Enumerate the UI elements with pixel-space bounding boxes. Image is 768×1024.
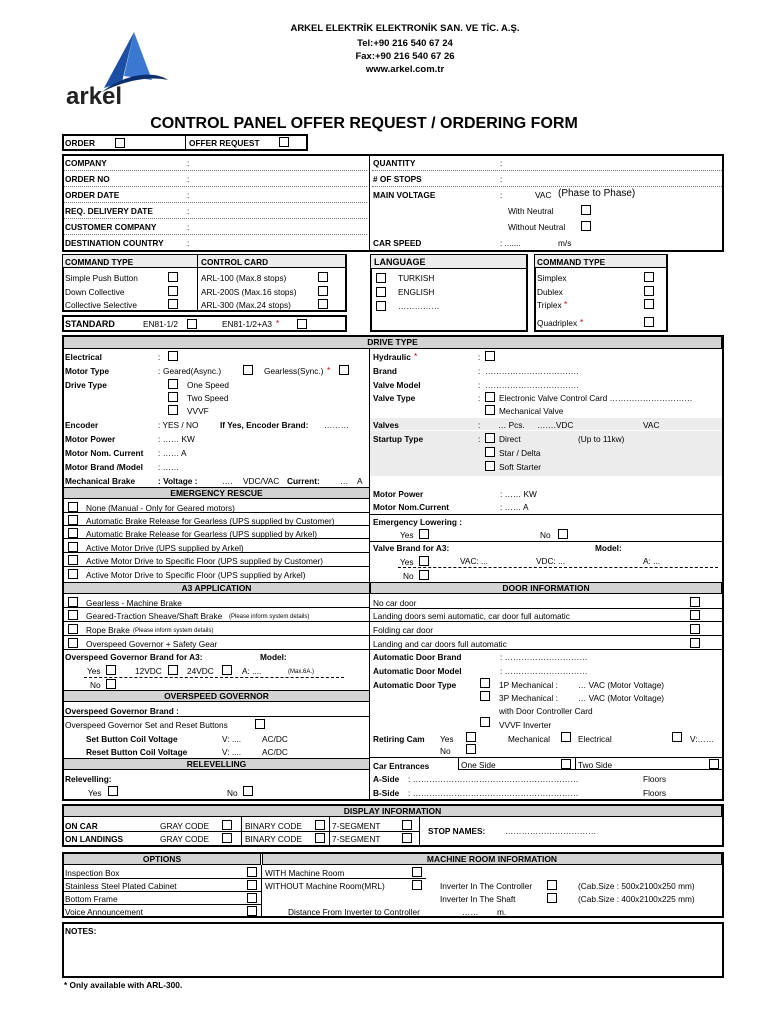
active-motor-drive-checkbox[interactable] xyxy=(68,542,78,552)
drive-type-header: DRIVE TYPE xyxy=(63,336,722,349)
vvvf-checkbox[interactable] xyxy=(168,405,178,415)
destination-country-label: DESTINATION COUNTRY xyxy=(65,238,164,248)
star-delta-checkbox[interactable] xyxy=(485,447,495,457)
machine-room-header: MACHINE ROOM INFORMATION xyxy=(262,853,722,865)
folding-door-checkbox[interactable] xyxy=(690,624,700,634)
relevelling-header: RELEVELLING xyxy=(63,758,370,770)
main-block xyxy=(62,335,724,801)
arkel-logo xyxy=(64,30,204,108)
one-speed-checkbox[interactable] xyxy=(168,379,178,389)
notes-label: NOTES: xyxy=(65,926,97,936)
company-web: www.arkel.com.tr xyxy=(365,64,445,75)
without-neutral-checkbox[interactable] xyxy=(581,221,591,231)
inverter-shaft-checkbox[interactable] xyxy=(547,893,557,903)
with-machine-room-checkbox[interactable] xyxy=(412,867,422,877)
no-car-door-checkbox[interactable] xyxy=(690,597,700,607)
company-name: ARKEL ELEKTRİK ELEKTRONİK SAN. VE TİC. A.Ş. xyxy=(290,23,520,34)
a3-valve-yes-checkbox[interactable] xyxy=(419,556,429,566)
down-collective-checkbox[interactable] xyxy=(168,286,178,296)
landing-7segment-checkbox[interactable] xyxy=(402,833,412,843)
12vdc-checkbox[interactable] xyxy=(168,665,178,675)
semi-automatic-door-checkbox[interactable] xyxy=(690,610,700,620)
gearless-checkbox[interactable] xyxy=(339,365,349,375)
arl-200s-checkbox[interactable] xyxy=(318,286,328,296)
door-information-header: DOOR INFORMATION xyxy=(370,582,722,594)
none-manual-checkbox[interactable] xyxy=(68,502,78,512)
a3-gov-no-checkbox[interactable] xyxy=(106,679,116,689)
24vdc-checkbox[interactable] xyxy=(222,665,232,675)
landing-gray-code-checkbox[interactable] xyxy=(222,833,232,843)
svg-text:arkel: arkel xyxy=(66,83,123,108)
electrical-checkbox[interactable] xyxy=(168,351,178,361)
simple-push-button-checkbox[interactable] xyxy=(168,272,178,282)
main-voltage-label: MAIN VOLTAGE xyxy=(373,190,436,200)
arl-300-checkbox[interactable] xyxy=(318,299,328,309)
emergency-rescue-header: EMERGENCY RESCUE xyxy=(63,487,370,499)
without-machine-room-checkbox[interactable] xyxy=(412,880,422,890)
arl-100-checkbox[interactable] xyxy=(318,272,328,282)
direct-start-checkbox[interactable] xyxy=(485,433,495,443)
quadriplex-checkbox[interactable] xyxy=(644,317,654,327)
control-card-title: CONTROL CARD xyxy=(201,257,269,267)
voice-announcement-checkbox[interactable] xyxy=(247,906,257,916)
order-no-label: ORDER NO xyxy=(65,174,110,184)
specific-floor-customer-checkbox[interactable] xyxy=(68,555,78,565)
language-title: LANGUAGE xyxy=(374,257,426,267)
mechanical-valve-checkbox[interactable] xyxy=(485,405,495,415)
delivery-date-label: REQ. DELIVERY DATE xyxy=(65,206,153,216)
en81-a3-checkbox[interactable] xyxy=(297,319,307,329)
collective-selective-checkbox[interactable] xyxy=(168,299,178,309)
command-type-2-title: COMMAND TYPE xyxy=(537,257,606,267)
command-type-title: COMMAND TYPE xyxy=(65,257,134,267)
company-tel: Tel:+90 216 540 67 24 xyxy=(357,38,453,49)
geared-traction-checkbox[interactable] xyxy=(68,610,78,620)
simplex-checkbox[interactable] xyxy=(644,272,654,282)
turkish-checkbox[interactable] xyxy=(376,273,386,283)
dublex-checkbox[interactable] xyxy=(644,286,654,296)
offer-request-checkbox[interactable] xyxy=(279,137,289,147)
brake-release-customer-checkbox[interactable] xyxy=(68,515,78,525)
standard-label: STANDARD xyxy=(65,319,115,329)
car-speed-label: CAR SPEED xyxy=(373,238,422,248)
3p-mechanical-checkbox[interactable] xyxy=(480,691,490,701)
overspeed-governor-header: OVERSPEED GOVERNOR xyxy=(63,690,370,702)
gearless-machine-brake-checkbox[interactable] xyxy=(68,597,78,607)
specific-floor-arkel-checkbox[interactable] xyxy=(68,569,78,579)
two-speed-checkbox[interactable] xyxy=(168,392,178,402)
stainless-cabinet-checkbox[interactable] xyxy=(247,880,257,890)
soft-starter-checkbox[interactable] xyxy=(485,461,495,471)
inspection-box-checkbox[interactable] xyxy=(247,867,257,877)
triplex-checkbox[interactable] xyxy=(644,299,654,309)
retiring-cam-no-checkbox[interactable] xyxy=(466,744,476,754)
vvvf-inverter-checkbox[interactable] xyxy=(480,717,490,727)
notes-box[interactable] xyxy=(62,922,724,978)
lowering-yes-checkbox[interactable] xyxy=(419,529,429,539)
hydraulic-checkbox[interactable] xyxy=(485,351,495,361)
company-fax: Fax:+90 216 540 67 26 xyxy=(355,51,455,62)
customer-company-label: CUSTOMER COMPANY xyxy=(65,222,157,232)
arkel-logo-icon xyxy=(64,30,204,108)
footnote: * Only available with ARL-300. xyxy=(64,980,183,990)
stops-label: # OF STOPS xyxy=(373,174,422,184)
retiring-cam-yes-checkbox[interactable] xyxy=(466,732,476,742)
two-side-checkbox[interactable] xyxy=(709,759,719,769)
relevelling-yes-checkbox[interactable] xyxy=(108,786,118,796)
landing-binary-code-checkbox[interactable] xyxy=(315,833,325,843)
company-label: COMPANY xyxy=(65,158,107,168)
display-info-header: DISPLAY INFORMATION xyxy=(63,805,722,817)
overspeed-safety-checkbox[interactable] xyxy=(68,638,78,648)
english-checkbox[interactable] xyxy=(376,287,386,297)
retiring-mechanical-checkbox[interactable] xyxy=(561,732,571,742)
other-language-checkbox[interactable] xyxy=(376,301,386,311)
one-side-checkbox[interactable] xyxy=(561,759,571,769)
brake-release-arkel-checkbox[interactable] xyxy=(68,528,78,538)
car-7segment-checkbox[interactable] xyxy=(402,820,412,830)
a3-gov-yes-checkbox[interactable] xyxy=(106,665,116,675)
rope-brake-checkbox[interactable] xyxy=(68,624,78,634)
a3-valve-no-checkbox[interactable] xyxy=(419,570,429,580)
order-checkbox[interactable] xyxy=(115,138,125,148)
full-automatic-door-checkbox[interactable] xyxy=(690,638,700,648)
order-label: ORDER xyxy=(65,138,95,148)
page-title: CONTROL PANEL OFFER REQUEST / ORDERING FORM xyxy=(150,115,578,132)
with-neutral-checkbox[interactable] xyxy=(581,205,591,215)
retiring-electrical-checkbox[interactable] xyxy=(672,732,682,742)
en81-checkbox[interactable] xyxy=(187,319,197,329)
options-header: OPTIONS xyxy=(63,853,261,865)
bottom-frame-checkbox[interactable] xyxy=(247,893,257,903)
car-binary-code-checkbox[interactable] xyxy=(315,820,325,830)
order-date-label: ORDER DATE xyxy=(65,190,120,200)
set-reset-buttons-checkbox[interactable] xyxy=(255,719,265,729)
stop-names-label: STOP NAMES: xyxy=(428,826,486,836)
relevelling-no-checkbox[interactable] xyxy=(243,786,253,796)
car-gray-code-checkbox[interactable] xyxy=(222,820,232,830)
quantity-label: QUANTITY xyxy=(373,158,416,168)
a3-application-header: A3 APPLICATION xyxy=(63,582,370,594)
1p-mechanical-checkbox[interactable] xyxy=(480,678,490,688)
lowering-no-checkbox[interactable] xyxy=(558,529,568,539)
geared-checkbox[interactable] xyxy=(243,365,253,375)
inverter-controller-checkbox[interactable] xyxy=(547,880,557,890)
offer-request-label: OFFER REQUEST xyxy=(189,138,260,148)
electronic-valve-checkbox[interactable] xyxy=(485,392,495,402)
